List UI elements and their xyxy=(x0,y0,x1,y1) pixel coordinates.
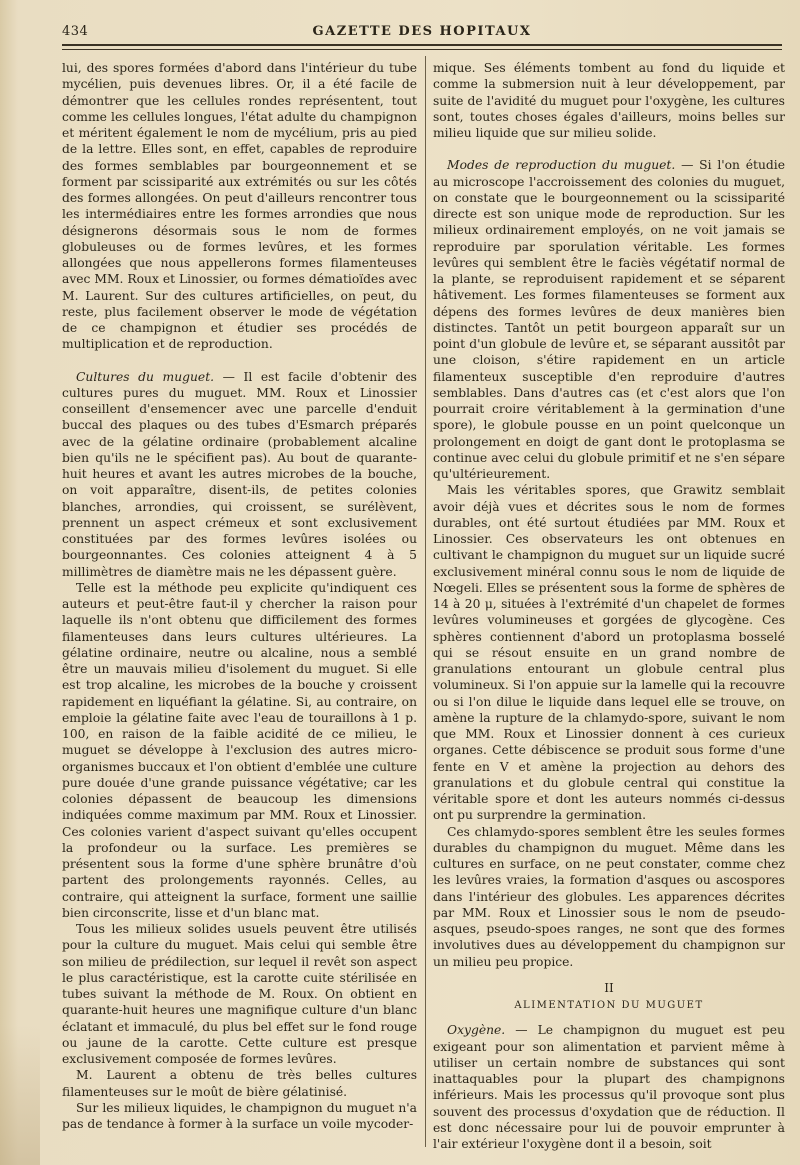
left-column xyxy=(62,60,417,1132)
run-in-heading: Cultures du muguet. xyxy=(76,369,215,384)
paragraph-text: — Le champignon du muguet est peu exigeant pour son alimentation et parvient même à utiliser un certain nombre de substances qui sont inattaquables pour la plupart des champignons inférieurs. Mais les processus qu'il provoque sont plus souvent des processus d'oxydation que de réduction. Il est donc nécessaire pour lui de pouvoir emprunter à l'air extérieur l'oxygène dont il a besoin, soit xyxy=(433,1023,785,1151)
page-header xyxy=(62,22,782,44)
paper-stain xyxy=(0,1025,40,1165)
paragraph: Sur les milieux liquides, le champignon du muguet n'a pas de tendance à former à la surface un voile mycoder- xyxy=(62,1100,417,1131)
spacer xyxy=(62,353,417,369)
journal-title: GAZETTE DES HOPITAUX xyxy=(312,24,532,39)
page-number: 434 xyxy=(62,24,89,39)
paragraph: Telle est la méthode peu explicite qu'indiquent ces auteurs et peut-être faut-il y chercher la raison pour laquelle ils n'ont obtenu que difficilement des formes filamenteuses dans leurs cultures ultérieures. La gélatine ordinaire, neutre ou alcaline, nous a semblé être un mauvais milieu d'isolement du muguet. Si elle est trop alcaline, les microbes de la bouche y croissent rapidement en liquéfiant la gélatine. Si, au contraire, on emploie la gélatine faite avec l'eau de touraillons à 1 p. 100, en raison de la faible acidité de ce milieu, le muguet se développe à l'exclusion des autres micro-organismes buccaux et l'on obtient d'emblée une culture pure douée d'une grande puissance végétative; car les colonies dépassent de beaucoup les dimensions indiquées comme maximum par MM. Roux et Linossier. Ces colonies varient d'aspect suivant qu'elles occupent la profondeur ou la surface. Les premières se présentent sous la forme d'une sphère brunâtre d'où partent des prolongements rayonnés. Celles, au contraire, qui atteignent la surface, forment une saillie bien circonscrite, lisse et d'un blanc mat. xyxy=(62,580,417,920)
paragraph: mique. Ses éléments tombent au fond du liquide et comme la submersion nuit à leur développement, par suite de l'avidité du muguet pour l'oxygène, les cultures sont, toutes choses égales d'ailleurs, moins belles sur milieu liquide que sur milieu solide. xyxy=(433,61,785,140)
paragraph-modes xyxy=(433,157,785,482)
paragraph-cultures xyxy=(62,369,417,580)
column-divider xyxy=(425,56,426,1147)
paragraph: Mais les véritables spores, que Grawitz semblait avoir déjà vues et décrites sous le nom de formes durables, ont été surtout étudiées par MM. Roux et Linossier. Ces observateurs les ont obtenues en cultivant le champignon du muguet sur un liquide sucré exclusivement minéral connu sous le nom de liquide de Nœgeli. Elles se présentent sous la forme de sphères de 14 à 20 μ, situées à l'extrémité d'un chapelet de formes levûres volumineuses et gorgées de glycogène. Ces sphères contiennent d'abord un protoplasma bosselé qui se résout ensuite en un grand nombre de granulations entourant un globule central plus volumineux. Si l'on appuie sur la lamelle qui la recouvre ou si l'on dilue le liquide dans lequel elle se trouve, on amène la rupture de la chlamydo-spore, suivant le nom que MM. Roux et Linossier donnent à ces curieux organes. Cette débiscence se produit sous forme d'une fente en V et amène la projection au dehors des granulations et du globule central qui constitue la véritable spore et dont les auteurs nommés ci-dessus ont pu surprendre la germination. xyxy=(433,483,785,823)
run-in-heading: Oxygène. xyxy=(447,1023,506,1038)
paragraph-text: — Il est facile d'obtenir des cultures pures du muguet. MM. Roux et Linossier conseillent d'ensemencer avec une parcelle d'enduit buccal des plaques ou des tubes d'Esmarch préparés avec de la gélatine ordinaire (probablement alcaline bien qu'ils ne le spécifient pas). Au bout de quarante-huit heures et avant les autres microbes de la bouche, on voit apparaître, disent-ils, de petites colonies blanches, arrondies, qui croissent, se surélèvent, prennent un aspect crémeux et sont exclusivement constituées par des formes levûres isolées ou bourgeonnantes. Ces colonies atteignent 4 à 5 millimètres de diamètre mais ne les dépassent guère. xyxy=(62,369,417,579)
paragraph: Ces chlamydo-spores semblent être les seules formes durables du champignon du muguet. Même dans les cultures en surface, on ne peut constater, comme chez les levûres vraies, la formation d'asques ou ascospores dans l'intérieur des globules. Les apparences décrites par MM. Roux et Linossier sous le nom de pseudo-asques, pseudo-spoes ranges, ne sont que des formes involutives dues au développement du champignon sur un milieu peu propice. xyxy=(433,824,785,969)
run-in-heading: Modes de reproduction du muguet. xyxy=(447,158,676,173)
right-column xyxy=(433,60,785,1152)
section-number: II xyxy=(604,980,614,995)
paragraph: M. Laurent a obtenu de très belles cultures filamenteuses sur le moût de bière gélatinisé. xyxy=(62,1068,417,1099)
header-rule xyxy=(62,44,782,50)
paragraph-oxygene xyxy=(433,1022,785,1152)
spacer xyxy=(433,141,785,157)
section-title: ALIMENTATION DU MUGUET xyxy=(514,1000,704,1011)
paragraph: Tous les milieux solides usuels peuvent être utilisés pour la culture du muguet. Mais celui qui semble être son milieu de prédilection, sur lequel il revêt son aspect le plus caractéristique, est la carotte cuite stérilisée en tubes suivant la méthode de M. Roux. On obtient en quarante-huit heures une magnifique culture d'un blanc éclatant et immaculé, du plus bel effet sur le fond rouge ou jaune de la carotte. Cette culture est presque exclusivement composée de formes levûres. xyxy=(62,922,417,1066)
paragraph: lui, des spores formées d'abord dans l'intérieur du tube mycélien, puis devenues libres. Or, il a été facile de démontrer que les cellules rondes représentent, tout comme les cellules longues, l'état adulte du champignon et méritent également le nom de mycélium, pris au pied de la lettre. Elles sont, en effet, capables de reproduire des formes semblables par bourgeonnement et se forment par scissiparité aux extrémités ou sur les côtés des formes allongées. On peut d'ailleurs rencontrer tous les intermédiaires entre les formes arrondies que nous désignerons désormais sous le nom de formes globuleuses ou de formes levûres, et les formes allongées que nous appellerons formes filamenteuses avec MM. Roux et Linossier, ou formes dématioïdes avec M. Laurent. Sur des cultures artificielles, on peut, du reste, plus facilement observer le mode de végétation de ce champignon et étudier ses procédés de multiplication et de reproduction. xyxy=(62,61,417,352)
paragraph-text: — Si l'on étudie au microscope l'accroissement des colonies du muguet, on constate que le bourgeonnement ou la scissiparité directe est son unique mode de reproduction. Sur les milieux ordinairement employés, on ne voit jamais se reproduire par sporulation véritable. Les formes levûres qui semblent être le faciès végétatif normal de la plante, se reproduisent rapidement et se séparent hâtivement. Les formes filamenteuses se forment aux dépens des formes levûres de deux manières bien distinctes. Tantôt un petit bourgeon apparaît sur un point d'un globule de levûre et, se séparant aussitôt par une cloison, s'étire rapidement en un article filamenteux susceptible d'en reproduire d'autres semblables. Dans d'autres cas (et c'est alors que l'on pourrait croire véritablement à la germination d'une spore), le globule pousse en un point quelconque un prolongement en doigt de gant dont le protoplasma se continue avec celui du globule primitif et ne s'en sépare qu'ultérieurement. xyxy=(433,158,785,481)
